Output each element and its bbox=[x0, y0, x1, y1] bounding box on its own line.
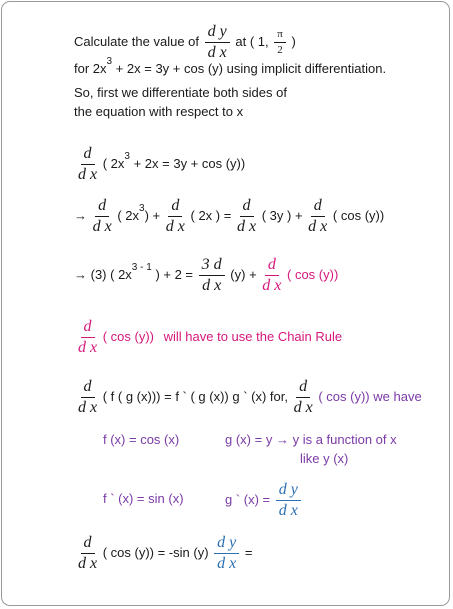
so-line-2: the equation with respect to x bbox=[74, 104, 244, 119]
arrow-icon: → bbox=[74, 207, 87, 223]
g-prime: g ` (x) = $\frac{\text{d y}}{\text{d x}}$ bbox=[225, 482, 303, 519]
like-y-x: like y (x) bbox=[300, 451, 349, 466]
at-label: at ( 1, bbox=[235, 33, 269, 49]
arrow-icon: → bbox=[275, 432, 289, 447]
pink-term: $\frac{d}{\text{d x}}$ ( cos (y)) bbox=[262, 256, 339, 294]
calc-label: Calculate the value of bbox=[74, 33, 200, 49]
g-definition: g (x) = y → y is a function of x bbox=[225, 432, 397, 447]
step-1: $\frac{d}{\text{d x}}$ ( $2x^3 + 2x = 3y + \cos (y)$) bbox=[78, 145, 246, 183]
f-prime: f ` (x) = sin (x) bbox=[103, 491, 184, 506]
f-definition: f (x) = cos (x) bbox=[103, 432, 180, 447]
arrow-icon: → bbox=[74, 266, 87, 282]
final-step: $\frac{d}{\text{d x}}$ ( cos (y)) = -sin (y) $\frac{\text{d y}}{\text{d x}}$ = bbox=[78, 534, 253, 572]
so-line-1: So, first we differentiate both sides of bbox=[74, 85, 287, 100]
chain-rule-statement: $\frac{d}{\text{d x}}$ ( f ( g (x))) = f ` ( g (x)) g ` (x) for, $\frac{d}{\text{d x}}$ ( cos (y)) we have bbox=[78, 378, 422, 416]
step-2: → $\frac{d}{\text{d x}}$ ( $2x^3$) + $\frac{d}{\text{d x}}$ ( 2x ) = $\frac{d}{\text{d x}}$ ( 3y ) + $\frac{d}{\text{d x}}$ ( cos (y)) bbox=[74, 197, 385, 235]
pi-over-2: $\frac{\pi}{2}$ bbox=[274, 29, 286, 56]
step-3: → (3) ( $2x^{3 - 1}$ ) + 2 = $\frac{3 d}{\text{d x}}$ (y) + $\frac{d}{\text{d x}}$ ( cos (y)) bbox=[74, 256, 339, 294]
dy-dx-fraction: $\frac{\text{d y}}{\text{d x}}$ bbox=[205, 24, 230, 61]
intro-line-1: Calculate the value of $\frac{\text{d y}}{\text{d x}}$ at ( 1, $\frac{\pi}{2}$ ) bbox=[74, 23, 296, 61]
intro-line-2: for $2x^3 + 2x = 3y + \cos (y)$ using implicit differentiation. bbox=[74, 56, 387, 76]
chain-rule-note: $\frac{d}{\text{d x}}$ ( cos (y)) will have to use the Chain Rule bbox=[78, 318, 343, 356]
worksheet-card bbox=[1, 1, 450, 606]
